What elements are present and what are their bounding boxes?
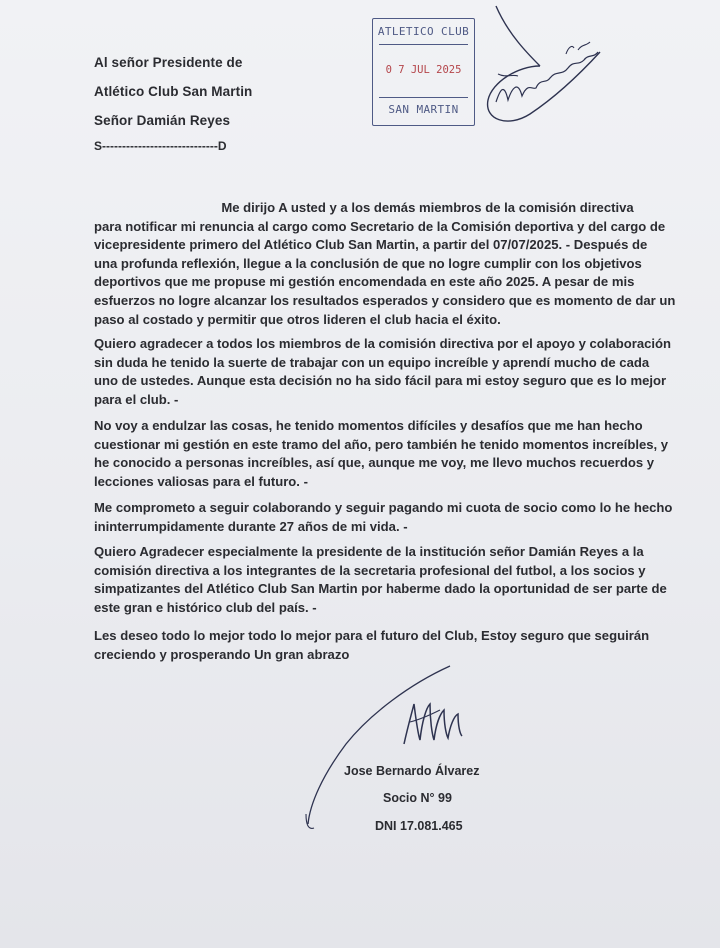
received-signature <box>478 4 608 132</box>
paragraph-line: esfuerzos no logre alcanzar los resultados esperados y considero que es momento de dar un <box>94 292 676 308</box>
stamp-divider-bottom <box>379 97 468 98</box>
paragraph-3 <box>94 417 669 491</box>
paragraph-2 <box>94 335 672 409</box>
paragraph-4 <box>94 499 673 536</box>
paragraph-line: para notificar mi renuncia al cargo como Secretario de la Comisión deportiva y del cargo de <box>94 218 666 234</box>
paragraph-line: No voy a endulzar las cosas, he tenido momentos difíciles y desafíos que me han hecho <box>94 418 643 433</box>
stamp-city: SAN MARTIN <box>388 103 459 116</box>
paragraph-line: paso al costado y permitir que otros lideren el club hacia el éxito. <box>94 311 501 327</box>
club-reception-stamp <box>372 18 475 126</box>
paragraph-line: sin duda he tenido la suerte de trabajar con un equipo increíble y aprendí mucho de cada <box>94 354 650 370</box>
signer-member-number: Socio N° 99 <box>383 791 452 805</box>
signer-dni: DNI 17.081.465 <box>375 819 463 833</box>
addressee-sd: S-----------------------------D <box>94 139 227 153</box>
paragraph-line: este gran e histórico club del país. - <box>94 599 317 615</box>
sender-signature <box>300 664 490 834</box>
paragraph-1 <box>94 199 676 329</box>
paragraph-5 <box>94 543 667 617</box>
paragraph-line: deportivos que me propuse mi gestión encomendada en este año 2025. A pesar de mis <box>94 274 635 290</box>
paragraph-line: he conocido a personas increíbles, así que, aunque me voy, me llevo muchos recuerdos y <box>94 455 655 471</box>
signer-name: Jose Bernardo Álvarez <box>344 764 480 778</box>
stamp-divider-top <box>379 44 468 45</box>
addressee-line-1: Al señor Presidente de <box>94 55 243 70</box>
paragraph-line: Me comprometo a seguir colaborando y seguir pagando mi cuota de socio como lo he hecho <box>94 500 673 515</box>
addressee-line-2: Atlético Club San Martin <box>94 84 253 99</box>
stamp-org: ATLETICO CLUB <box>377 25 470 38</box>
paragraph-line: para el club. - <box>94 391 179 407</box>
paragraph-line: Les deseo todo lo mejor todo lo mejor para el futuro del Club, Estoy seguro que seguirán <box>94 628 650 643</box>
paragraph-6 <box>94 627 650 664</box>
stamp-date: 0 7 JUL 2025 <box>385 64 462 76</box>
paragraph-line: ininterrumpidamente durante 27 años de mi vida. - <box>94 518 408 534</box>
paragraph-line: uno de ustedes. Aunque esta decisión no ha sido fácil para mi estoy seguro que es lo mejor <box>94 373 667 389</box>
addressee-line-3: Señor Damián Reyes <box>94 113 231 128</box>
paragraph-line: creciendo y prosperando Un gran abrazo <box>94 646 350 662</box>
paragraph-line: cuestionar mi gestión en este tramo del año, pero también he tenido momentos increíbles, y <box>94 436 669 452</box>
paragraph-line: comisión directiva a los integrantes de la secretaria profesional del futbol, a los socios y <box>94 562 646 578</box>
paragraph-line: lecciones valiosas para el futuro. - <box>94 473 308 489</box>
paragraph-line: Quiero agradecer a todos los miembros de la comisión directiva por el apoyo y colaboración <box>94 336 672 351</box>
paragraph-line: simpatizantes del Atlético Club San Martin por haberme dado la oportunidad de ser parte de <box>94 581 667 597</box>
paragraph-line: Me dirijo A usted y a los demás miembros de la comisión directiva <box>94 200 634 215</box>
paragraph-line: Quiero Agradecer especialmente la presidente de la institución señor Damián Reyes a la <box>94 544 644 559</box>
paragraph-line: vicepresidente primero del Atlético Club San Martin, a partir del 07/07/2025. - Después de <box>94 237 648 253</box>
paragraph-line: una profunda reflexión, llegue a la conclusión de que no logre cumplir con los objetivos <box>94 255 642 271</box>
